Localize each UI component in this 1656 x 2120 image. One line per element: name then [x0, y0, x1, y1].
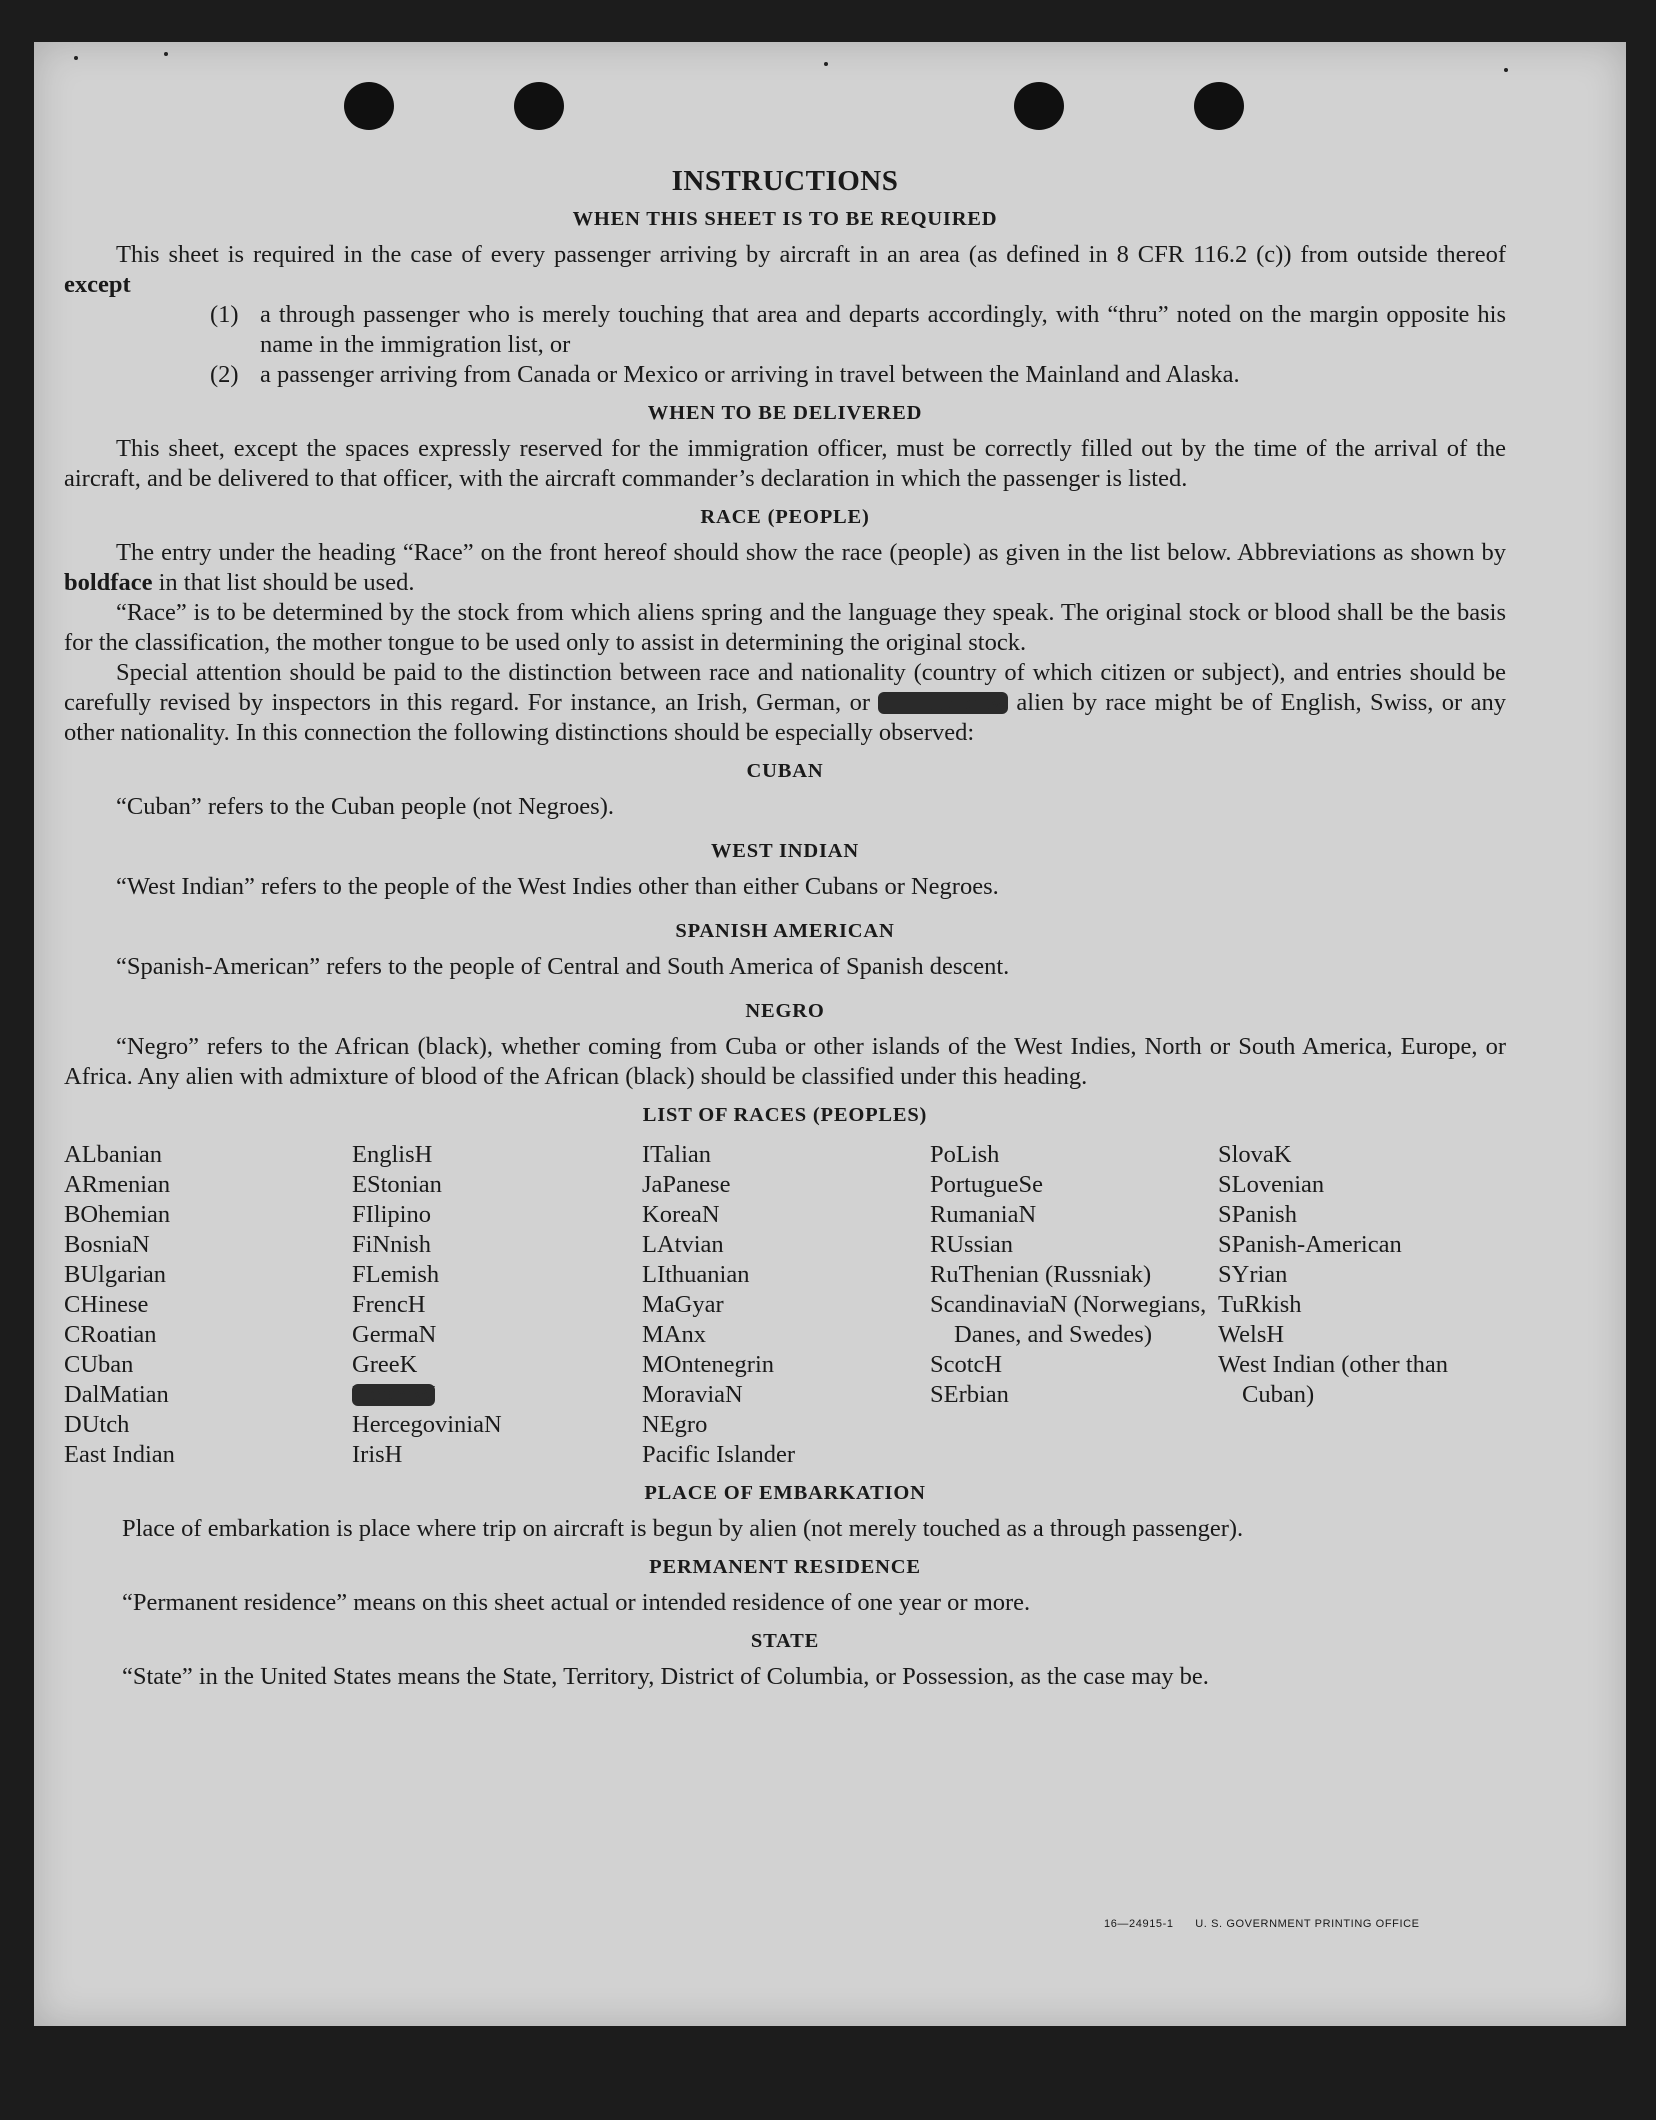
race-entry: GermaN	[352, 1321, 437, 1348]
punch-hole	[1014, 82, 1064, 130]
race-paragraph-2: “Race” is to be determined by the stock from which aliens spring and the language they speak. The original stock or blood shall be the basis for the classification, the mother tongue to be used only to assist in determining the original stock.	[64, 599, 1506, 656]
state-text: “State” in the United States means the State, Territory, District of Columbia, or Possession, as the case may be.	[122, 1663, 1209, 1690]
race-entry: DUtch	[64, 1411, 130, 1438]
negro-text: “Negro” refers to the African (black), whether coming from Cuba or other islands of the West Indies, North or South America, Europe, or Africa. Any alien with admixture of blood of the African (black) should be classified under this heading.	[64, 1033, 1506, 1090]
race-entry: WelsH	[1218, 1321, 1285, 1348]
race-entry: ScotcH	[930, 1351, 1003, 1378]
race-entry: NEgro	[642, 1411, 708, 1438]
race-entry: KoreaN	[642, 1201, 720, 1228]
race-entry: SPanish	[1218, 1201, 1297, 1228]
heading-spanish-american: SPANISH AMERICAN	[675, 920, 895, 942]
punch-hole	[344, 82, 394, 130]
heading-race: RACE (PEOPLE)	[700, 506, 870, 528]
race-entry: SLovenian	[1218, 1171, 1325, 1198]
race-entry: ITalian	[642, 1141, 712, 1168]
race-entry: GreeK	[352, 1351, 418, 1378]
required-item-2: (2) a passenger arriving from Canada or Mexico or arriving in travel between the Mainland and Alaska.	[210, 361, 1240, 388]
race-entry: LAtvian	[642, 1231, 724, 1258]
race-entry: FiNnish	[352, 1231, 431, 1258]
punch-hole	[514, 82, 564, 130]
race-entry: BosniaN	[64, 1231, 150, 1258]
race-entry: HercegoviniaN	[352, 1411, 502, 1438]
instruction-sheet	[34, 42, 1626, 2026]
races-column-5	[1218, 1140, 1506, 1470]
race-entry: SlovaK	[1218, 1141, 1292, 1168]
heading-residence: PERMANENT RESIDENCE	[649, 1556, 921, 1578]
race-entry: RUssian	[930, 1231, 1014, 1258]
page-title: INSTRUCTIONS	[671, 165, 899, 197]
races-column-4	[930, 1140, 1218, 1470]
race-entry: BOhemian	[64, 1201, 171, 1228]
race-entry: LIthuanian	[642, 1261, 750, 1288]
race-entry: ALbanian	[64, 1141, 162, 1168]
document-body	[64, 166, 1506, 1692]
race-entry: MOntenegrin	[642, 1351, 774, 1378]
race-entry: FrencH	[352, 1291, 426, 1318]
race-entry: EnglisH	[352, 1141, 433, 1168]
residence-text: “Permanent residence” means on this sheet actual or intended residence of one year or more.	[122, 1589, 1031, 1616]
required-intro: This sheet is required in the case of every passenger arriving by aircraft in an area (as defined in 8 CFR 116.2 (c)) from outside thereof except	[64, 241, 1506, 298]
race-entry: BUlgarian	[64, 1261, 167, 1288]
race-entry: CRoatian	[64, 1321, 157, 1348]
race-entry: RumaniaN	[930, 1201, 1037, 1228]
speck	[164, 52, 168, 56]
embarkation-text: Place of embarkation is place where trip on aircraft is begun by alien (not merely touched as a through passenger).	[122, 1515, 1244, 1542]
race-entry: ScandinaviaN (Norwegians, Danes, and Swedes)	[930, 1291, 1207, 1348]
race-entry: West Indian (other than Cuban)	[1218, 1351, 1449, 1408]
speck	[824, 62, 828, 66]
race-entry: CUban	[64, 1351, 134, 1378]
race-paragraph-3: Special attention should be paid to the distinction between race and nationality (country of which citizen or subject), and entries should be carefully revised by inspectors in this regard. For instance, an Irish, German, or Hebrew alien by race might be of English, Swiss, or any other nationality. In this connection the following distinctions should be especially observed:	[64, 659, 1506, 746]
redacted-word: Hebrew	[878, 692, 1008, 714]
race-entry: DalMatian	[64, 1381, 169, 1408]
race-entry: JaPanese	[642, 1171, 731, 1198]
race-entry: MoraviaN	[642, 1381, 743, 1408]
heading-state: STATE	[750, 1630, 820, 1652]
cuban-text: “Cuban” refers to the Cuban people (not Negroes).	[116, 793, 614, 820]
delivered-text: This sheet, except the spaces expressly reserved for the immigration officer, must be correctly filled out by the time of the arrival of the aircraft, and be delivered to that officer, with the aircraft commander’s declaration in which the passenger is listed.	[64, 435, 1506, 492]
race-entry: FLemish	[352, 1261, 440, 1288]
race-entry: MAnx	[642, 1321, 706, 1348]
races-column-2	[352, 1140, 642, 1470]
punch-hole	[1194, 82, 1244, 130]
spanish-american-text: “Spanish-American” refers to the people of Central and South America of Spanish descent.	[116, 953, 1010, 980]
race-entry: TuRkish	[1218, 1291, 1302, 1318]
race-entry: IrisH	[352, 1441, 403, 1468]
heading-cuban: CUBAN	[746, 760, 824, 782]
race-entry: PortugueSe	[930, 1171, 1043, 1198]
west-indian-text: “West Indian” refers to the people of the West Indies other than either Cubans or Negroes.	[116, 873, 999, 900]
form-number: 16—24915-1	[1104, 1918, 1174, 1930]
races-column-1	[64, 1140, 352, 1470]
race-entry: FIlipino	[352, 1201, 431, 1228]
speck	[1504, 68, 1508, 72]
heading-races-list: LIST OF RACES (PEOPLES)	[642, 1104, 928, 1126]
race-entry: RuThenian (Russniak)	[930, 1261, 1152, 1288]
race-paragraph-1: The entry under the heading “Race” on the front hereof should show the race (people) as given in the list below. Abbreviations as shown by boldface in that list should be used.	[64, 539, 1506, 596]
race-entry: PoLish	[930, 1141, 1000, 1168]
races-list	[64, 1140, 1506, 1470]
heading-required: WHEN THIS SHEET IS TO BE REQUIRED	[572, 208, 998, 230]
printer-credit: U. S. GOVERNMENT PRINTING OFFICE	[1195, 1918, 1420, 1930]
heading-embarkation: PLACE OF EMBARKATION	[644, 1482, 926, 1504]
race-entry: EStonian	[352, 1171, 442, 1198]
race-entry: SErbian	[930, 1381, 1009, 1408]
speck	[74, 56, 78, 60]
race-entry-struck: HebreW	[352, 1381, 435, 1408]
race-entry: East Indian	[64, 1441, 175, 1468]
heading-negro: NEGRO	[745, 1000, 825, 1022]
race-entry: MaGyar	[642, 1291, 724, 1318]
race-entry: SPanish-American	[1218, 1231, 1402, 1258]
race-entry: Pacific Islander	[642, 1441, 796, 1468]
required-item-1: (1) a through passenger who is merely touching that area and departs accordingly, with “thru” noted on the margin opposite his name in the immigration list, or	[210, 301, 1506, 358]
race-entry: CHinese	[64, 1291, 149, 1318]
print-footer	[1104, 1918, 1438, 1930]
race-entry: SYrian	[1218, 1261, 1288, 1288]
heading-west-indian: WEST INDIAN	[711, 840, 859, 862]
heading-delivered: WHEN TO BE DELIVERED	[647, 402, 923, 424]
race-entry: ARmenian	[64, 1171, 171, 1198]
races-column-3	[642, 1140, 930, 1470]
